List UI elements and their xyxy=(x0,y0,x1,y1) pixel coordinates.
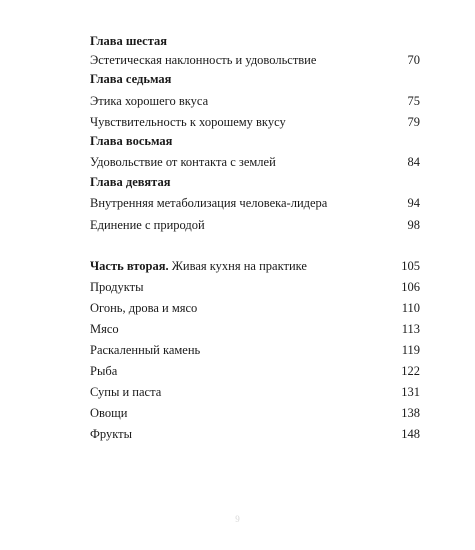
toc-entry[interactable] xyxy=(90,196,420,211)
toc-entry[interactable] xyxy=(90,115,420,130)
toc-entry-page: 122 xyxy=(401,364,420,378)
chapter-heading: Глава девятая xyxy=(90,175,171,189)
toc-entry-title: Супы и паста xyxy=(90,385,162,399)
toc-entry-page: 148 xyxy=(401,427,420,441)
toc-entry[interactable] xyxy=(90,427,420,442)
toc-entry-title: Внутренняя метаболизация человека-лидера xyxy=(90,196,328,210)
toc-entry[interactable] xyxy=(90,280,420,295)
toc-entry-title: Мясо xyxy=(90,322,119,336)
chapter-heading: Глава седьмая xyxy=(90,72,172,86)
toc-entry-page: 94 xyxy=(407,196,420,210)
toc-entry[interactable] xyxy=(90,385,420,400)
toc-entry-title: Удовольствие от контакта с землей xyxy=(90,155,276,169)
toc-entry[interactable] xyxy=(90,364,420,379)
toc-entry-title: Фрукты xyxy=(90,427,132,441)
toc-entry-title: Чувствительность к хорошему вкусу xyxy=(90,115,286,129)
part-heading[interactable] xyxy=(90,259,420,274)
toc-entry-page: 113 xyxy=(401,322,420,336)
toc-entry-title: Овощи xyxy=(90,406,128,420)
toc-entry-page: 79 xyxy=(407,115,420,129)
toc-entry[interactable] xyxy=(90,301,420,316)
toc-entry-page: 119 xyxy=(401,343,420,357)
toc-entry-page: 138 xyxy=(401,406,420,420)
toc-entry-page: 110 xyxy=(401,301,420,315)
toc-entry[interactable] xyxy=(90,94,420,109)
toc-entry-title: Этика хорошего вкуса xyxy=(90,94,209,108)
toc-entry-title: Единение с природой xyxy=(90,218,205,232)
part-label: Часть вторая. xyxy=(90,259,169,273)
toc-entry-title: Продукты xyxy=(90,280,144,294)
toc-entry-page: 75 xyxy=(407,94,420,108)
toc-entry-page: 84 xyxy=(407,155,420,169)
chapter-heading: Глава восьмая xyxy=(90,134,173,148)
toc-entry-title: Эстетическая наклонность и удовольствие xyxy=(90,53,317,67)
toc-entry-page: 105 xyxy=(401,259,420,273)
toc-entry-title: Рыба xyxy=(90,364,118,378)
toc-entry-title: Огонь, дрова и мясо xyxy=(90,301,198,315)
toc-entry[interactable] xyxy=(90,343,420,358)
toc-entry[interactable] xyxy=(90,406,420,421)
toc-entry[interactable] xyxy=(90,218,420,233)
toc-entry-page: 106 xyxy=(401,280,420,294)
toc-entry-page: 131 xyxy=(401,385,420,399)
part-title: Живая кухня на практике xyxy=(171,259,307,273)
toc-entry-page: 70 xyxy=(407,53,420,67)
page-number: 9 xyxy=(235,514,240,524)
toc-entry-title: Раскаленный камень xyxy=(90,343,201,357)
toc-entry[interactable] xyxy=(90,322,420,337)
chapter-heading: Глава шестая xyxy=(90,34,168,48)
toc-entry-page: 98 xyxy=(407,218,420,232)
table-of-contents xyxy=(90,34,420,442)
toc-entry[interactable] xyxy=(90,155,420,170)
toc-entry[interactable] xyxy=(90,53,420,68)
